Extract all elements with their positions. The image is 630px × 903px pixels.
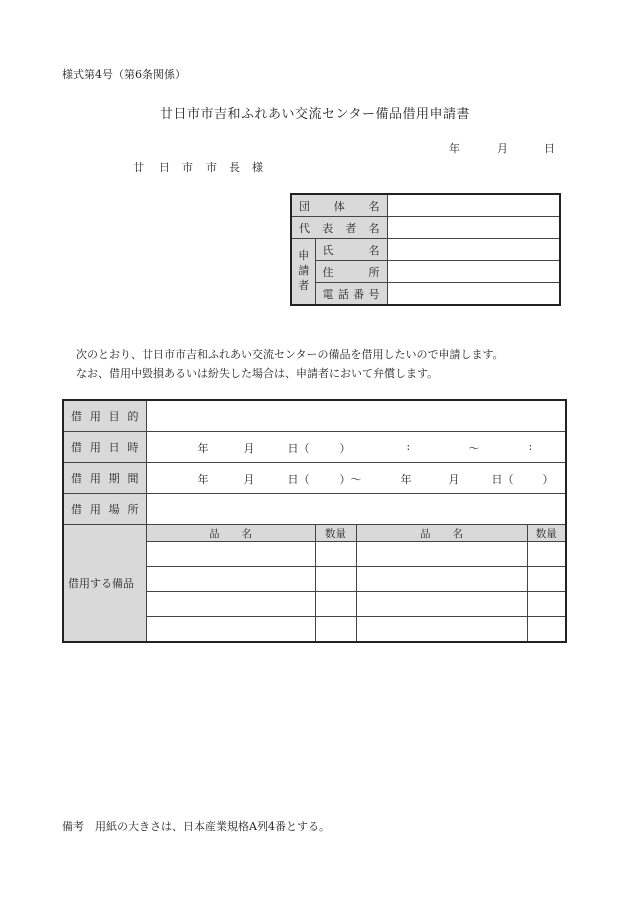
phone-field[interactable] [387,283,560,306]
date-day-label: 日 [544,142,555,155]
date-month-label: 月 [497,142,508,155]
datetime-weekday-close: ） [339,442,351,455]
item-name-field[interactable] [356,542,527,567]
datetime-label: 借 用 日 時 [63,432,146,463]
phone-label: 電 話 番 号 [315,283,387,306]
item-quantity-field[interactable] [315,567,356,592]
place-label: 借 用 場 所 [63,494,146,525]
applicant-table [290,193,561,306]
item-quantity-field[interactable] [315,617,356,643]
period-start-year: 年 [197,473,209,486]
remarks: 備考 用紙の大きさは、日本産業規格A列4番とする。 [62,820,330,833]
period-field[interactable] [146,463,566,494]
loan-table [62,399,567,643]
statement [76,345,504,383]
statement-line: 次のとおり、廿日市市吉和ふれあい交流センターの備品を借用したいので申請します。 [76,348,504,361]
period-end-close: ） [542,473,554,486]
item-quantity-field[interactable] [527,592,566,617]
addressee-char: 様 [252,161,263,174]
address-field[interactable] [387,261,560,283]
item-quantity-field[interactable] [315,542,356,567]
item-name-field[interactable] [356,567,527,592]
period-range-separator: ）～ [339,473,362,486]
item-name-field[interactable] [146,617,315,643]
item-quantity-field[interactable] [527,617,566,643]
datetime-year: 年 [197,442,209,455]
representative-label: 代 表 者 名 [291,217,387,239]
place-field[interactable] [146,494,566,525]
period-end-month: 月 [448,473,460,486]
addressee-char: 市 [182,161,193,174]
period-start-day: 日（ [287,473,310,486]
date-year-label: 年 [449,142,460,155]
organization-label: 団 体 名 [291,194,387,217]
datetime-start-colon: : [406,440,411,453]
applicant-group-label: 申請者 [291,239,315,306]
organization-field[interactable] [387,194,560,217]
statement-line: なお、借用中毀損あるいは紛失した場合は、申請者において弁償します。 [76,367,439,380]
period-start-month: 月 [243,473,255,486]
item-name-field[interactable] [356,592,527,617]
period-end-year: 年 [400,473,412,486]
item-name-header: 品 名 [146,525,315,542]
purpose-field[interactable] [146,400,566,432]
equipment-label: 借用する備品 [63,525,146,643]
datetime-end-colon: : [528,440,533,453]
address-label: 住 所 [315,261,387,283]
item-name-field[interactable] [356,617,527,643]
quantity-header: 数量 [527,525,566,542]
datetime-day: 日（ [287,442,310,455]
page-title: 廿日市市吉和ふれあい交流センター備品借用申請書 [160,107,470,122]
item-quantity-field[interactable] [315,592,356,617]
addressee-char: 市 [206,161,217,174]
quantity-header: 数量 [315,525,356,542]
item-quantity-field[interactable] [527,567,566,592]
datetime-month: 月 [243,442,255,455]
item-name-header: 品 名 [356,525,527,542]
representative-field[interactable] [387,217,560,239]
period-label: 借 用 期 間 [63,463,146,494]
datetime-field[interactable] [146,432,566,463]
period-end-day: 日（ [491,473,514,486]
addressee-char: 廿 [133,161,144,174]
addressee-char: 長 [229,161,240,174]
form-number: 様式第4号（第6条関係） [62,68,186,81]
item-name-field[interactable] [146,592,315,617]
purpose-label: 借 用 目 的 [63,400,146,432]
item-name-field[interactable] [146,567,315,592]
addressee-char: 日 [159,161,170,174]
name-field[interactable] [387,239,560,261]
name-label: 氏 名 [315,239,387,261]
item-quantity-field[interactable] [527,542,566,567]
item-name-field[interactable] [146,542,315,567]
datetime-range-tilde: ～ [468,442,480,455]
